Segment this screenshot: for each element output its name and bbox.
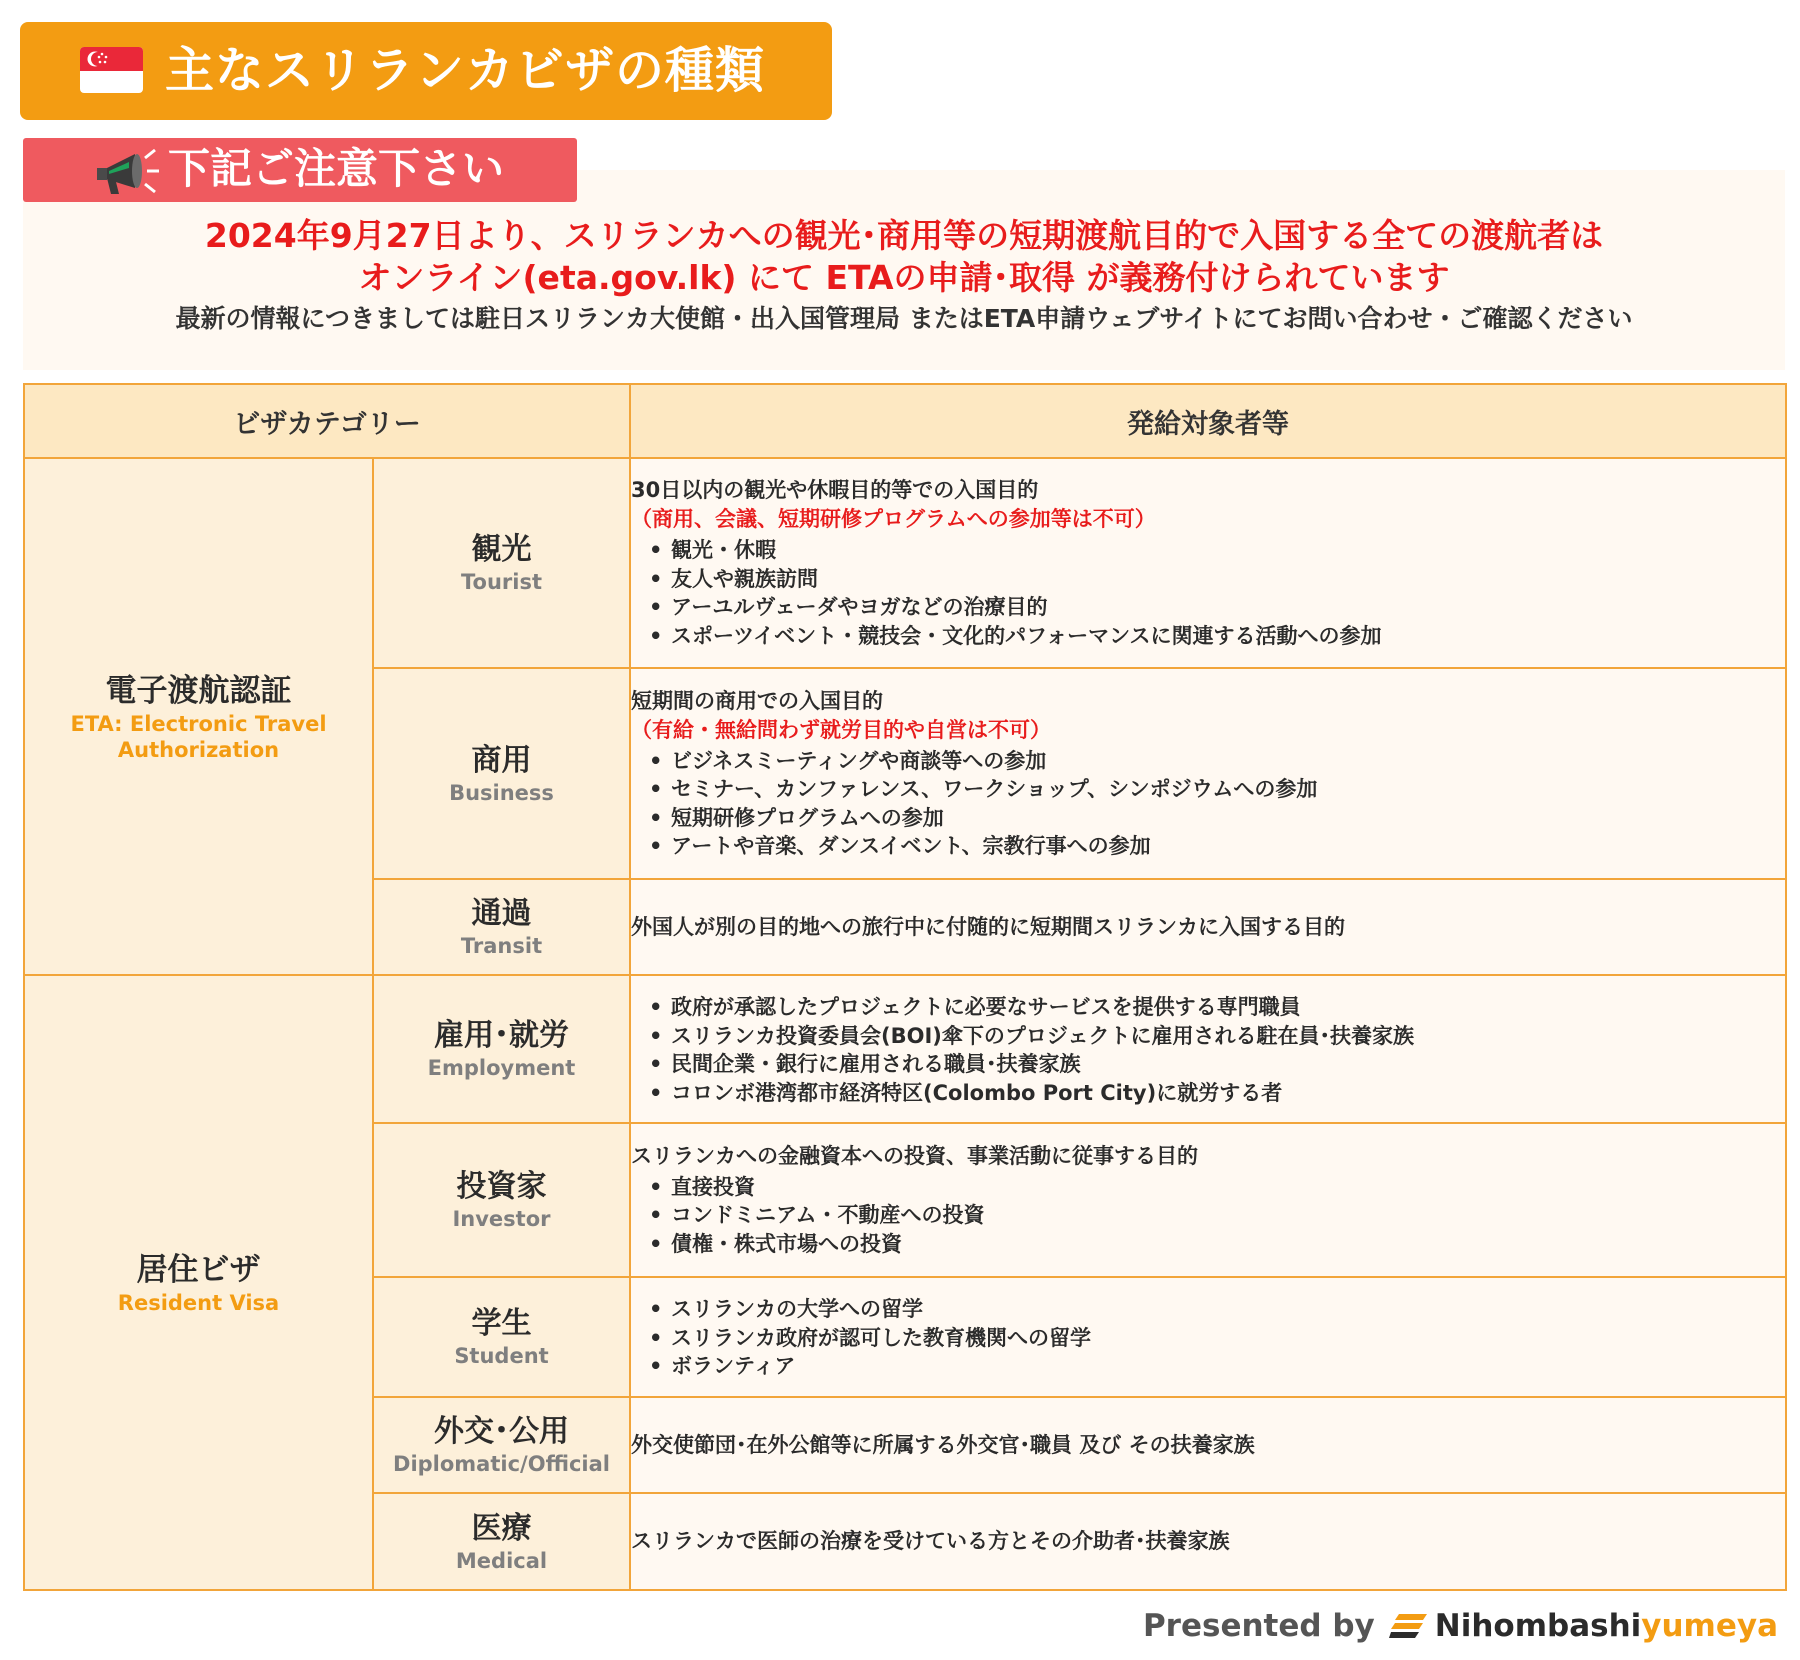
subcategory-name-ja: 学生 [471,1306,532,1341]
list-item: • 民間企業・銀行に雇用される職員･扶養家族 [649,1050,1785,1079]
list-item: • コンドミニアム・不動産への投資 [649,1201,1785,1230]
description-medical [630,1493,1786,1590]
description-heading: スリランカで医師の治療を受けている方とその介助者･扶養家族 [631,1529,1230,1553]
list-item: • 観光・休暇 [649,536,1785,565]
subcategory-employment [373,975,630,1123]
list-item: • スリランカ政府が認可した教育機関への留学 [649,1324,1785,1353]
footer-credit [1143,1600,1778,1652]
brand-name-part1: Nihombashi [1434,1608,1642,1644]
notice-line-1: 2024年9月27日より、スリランカへの観光･商用等の短期渡航目的で入国する全ての渡航者は [204,216,1604,255]
subcategory-business [373,668,630,879]
subcategory-tourist [373,458,630,668]
brand-name-part2: yumeya [1641,1608,1778,1644]
description-heading: 外交使節団･在外公館等に所属する外交官･職員 及び その扶養家族 [631,1432,1255,1457]
description-student [630,1277,1786,1397]
list-item: • ボランティア [649,1352,1785,1381]
subcategory-diplomatic [373,1397,630,1493]
subcategory-name-ja: 観光 [471,532,532,567]
header-eligible-persons: 発給対象者等 [630,384,1786,458]
megaphone-icon [95,144,161,198]
subcategory-name-en: Diplomatic/Official [393,1452,610,1476]
description-heading: 30日以内の観光や休暇目的等での入国目的 [631,478,1039,502]
list-item: • 債権・株式市場への投資 [649,1230,1785,1259]
description-restriction: （商用、会議、短期研修プログラムへの参加等は不可） [631,507,1156,531]
presented-by-label: Presented by [1142,1608,1375,1644]
title-banner [20,22,832,120]
list-item: • スポーツイベント・競技会・文化的パフォーマンスに関連する活動への参加 [649,622,1785,651]
nihombashiyumeya-logo-icon [1389,1610,1429,1642]
category-name-en: Resident Visa [117,1290,280,1315]
description-employment [630,975,1786,1123]
notice-tab-label: 下記ご注意下さい [168,144,505,193]
description-tourist [630,458,1786,668]
description-investor [630,1123,1786,1277]
description-restriction: （有給・無給問わず就労目的や自営は不可） [631,717,1052,742]
subcategory-transit [373,879,630,975]
list-item: • 短期研修プログラムへの参加 [649,804,1785,833]
list-item: • コロンボ港湾都市経済特区(Colombo Port City)に就労する者 [649,1079,1785,1108]
category-name-en: ETA: Electronic Travel Authorization [70,711,327,762]
list-item: • アートや音楽、ダンスイベント、宗教行事への参加 [649,832,1785,861]
list-item: • セミナー、カンファレンス、ワークショップ、シンポジウムへの参加 [649,775,1785,804]
list-item: • スリランカ投資委員会(BOI)傘下のプロジェクトに雇用される駐在員･扶養家族 [649,1022,1785,1051]
description-diplomatic [630,1397,1786,1493]
list-item: • アーユルヴェーダやヨガなどの治療目的 [649,593,1785,622]
category-resident-visa [24,975,373,1590]
header-visa-category: ビザカテゴリー [24,384,630,458]
description-heading: 外国人が別の目的地への旅行中に付随的に短期間スリランカに入国する目的 [631,914,1346,939]
notice-line-2: オンライン(eta.gov.lk) にて ETAの申請･取得 が義務付けられています [358,258,1450,297]
description-business [630,668,1786,879]
description-heading: スリランカへの金融資本への投資、事業活動に従事する目的 [631,1143,1199,1168]
list-item: • 直接投資 [649,1173,1785,1202]
notice-line-3: 最新の情報につきましては駐日スリランカ大使館・出入国管理局 またはETA申請ウェブサイトにてお問い合わせ・ご確認ください [175,304,1633,333]
table-row [24,458,1786,668]
subcategory-student [373,1277,630,1397]
subcategory-investor [373,1123,630,1277]
subcategory-name-en: Business [449,780,554,805]
description-transit [630,879,1786,975]
subcategory-name-ja: 外交･公用 [434,1414,569,1449]
description-heading: 短期間の商用での入国目的 [631,688,884,713]
list-item: • 友人や親族訪問 [649,565,1785,594]
description-bullets [631,747,1785,861]
description-bullets [631,1295,1785,1381]
list-item: • ビジネスミーティングや商談等への参加 [649,747,1785,776]
subcategory-name-en: Tourist [461,570,543,594]
singapore-flag-icon [80,47,143,93]
subcategory-name-en: Medical [455,1548,548,1573]
description-bullets [631,1173,1785,1259]
subcategory-name-en: Transit [460,934,543,958]
list-item: • 政府が承認したプロジェクトに必要なサービスを提供する専門職員 [649,993,1785,1022]
subcategory-name-en: Employment [427,1056,576,1080]
subcategory-name-ja: 医療 [471,1510,532,1546]
brand-name [1435,1608,1778,1644]
category-eta [24,458,373,975]
description-bullets [631,536,1785,650]
list-item: • スリランカの大学への留学 [649,1295,1785,1324]
page-title: 主なスリランカビザの種類 [165,42,766,99]
description-bullets [631,993,1785,1107]
visa-category-table [23,383,1787,1591]
category-name-ja: 居住ビザ [136,1251,261,1288]
table-row [24,975,1786,1123]
subcategory-name-ja: 商用 [471,742,532,778]
subcategory-name-ja: 投資家 [456,1169,547,1204]
subcategory-name-ja: 雇用･就労 [434,1018,569,1053]
subcategory-name-en: Student [454,1344,549,1368]
subcategory-name-en: Investor [452,1207,551,1231]
category-name-ja: 電子渡航認証 [105,672,292,709]
notice-tab [23,138,577,202]
subcategory-medical [373,1493,630,1590]
subcategory-name-ja: 通過 [471,896,532,931]
